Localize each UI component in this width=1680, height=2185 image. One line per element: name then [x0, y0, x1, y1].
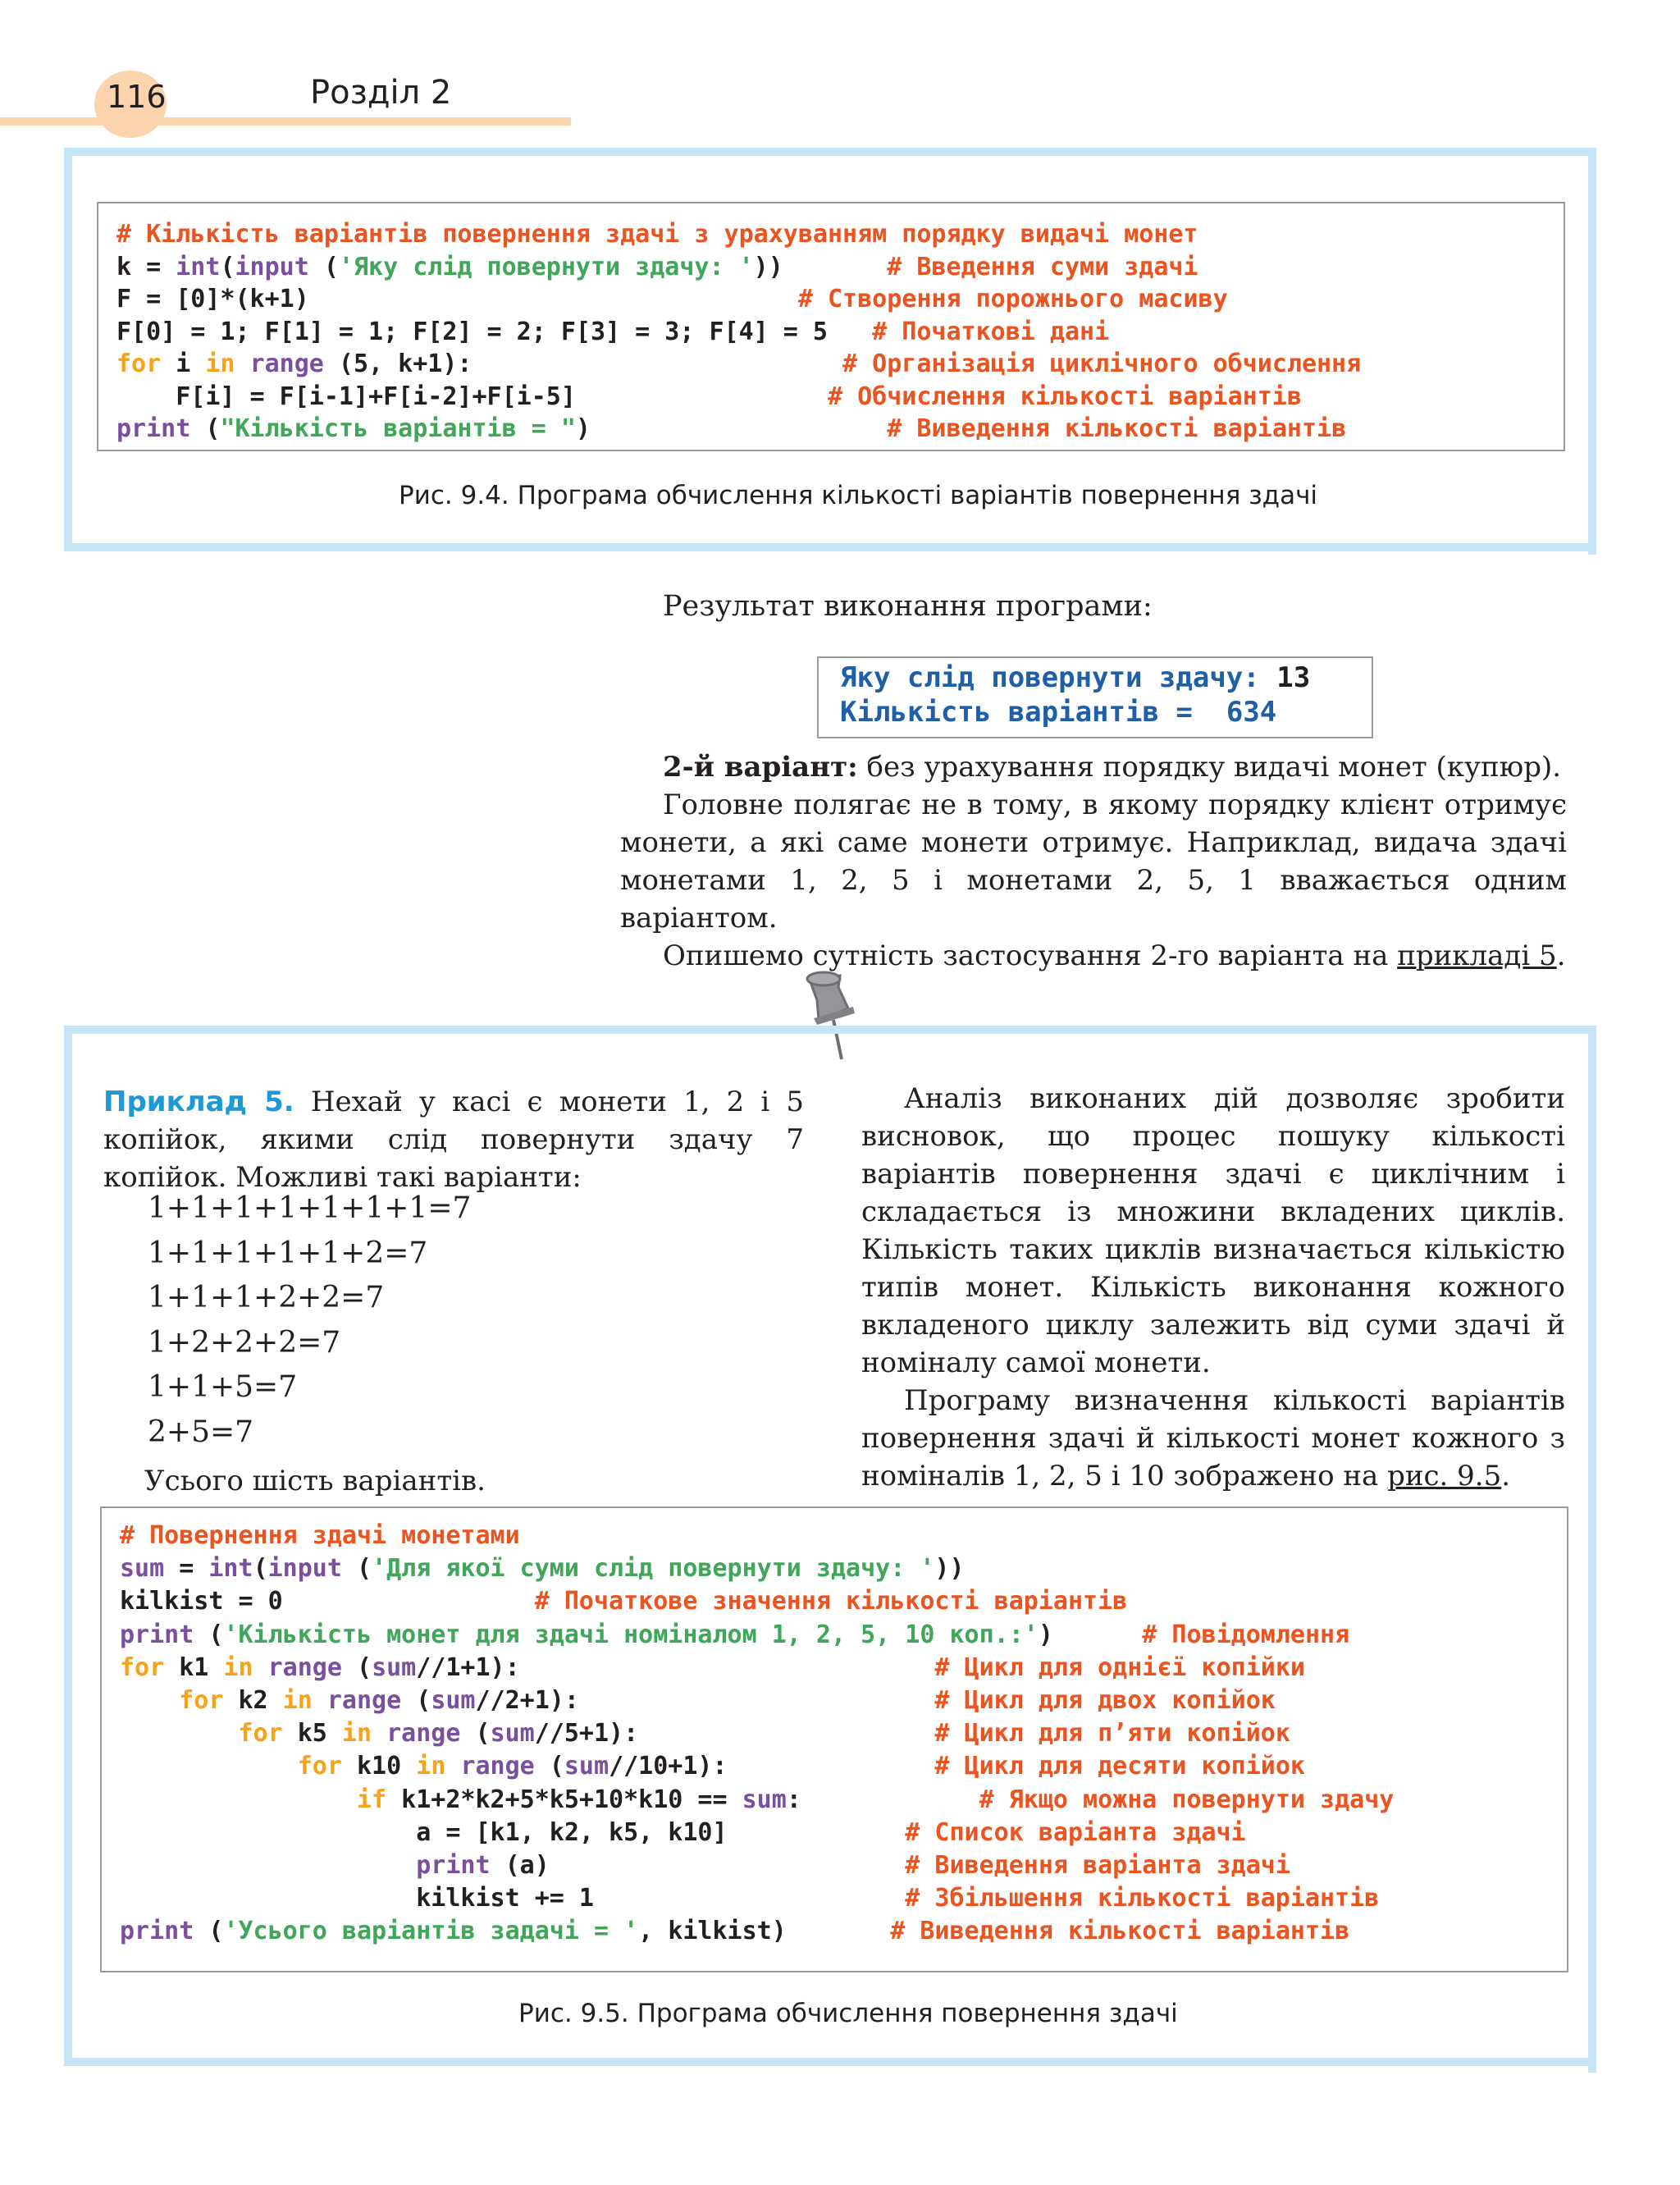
code-token: if	[356, 1785, 387, 1814]
equation: 1+1+5=7	[148, 1370, 298, 1404]
code-token: (	[401, 1686, 431, 1715]
code-token: 'Яку слід повернути здачу: '	[338, 252, 754, 281]
variant2-block	[620, 748, 1567, 975]
example5-frame-top	[64, 1026, 1596, 1034]
output-prompt: Яку слід повернути здачу:	[840, 661, 1260, 694]
code-token: # Обчислення кількості варіантів	[827, 382, 1302, 411]
analysis-block	[861, 1080, 1565, 1495]
example5-label: Приклад 5.	[103, 1086, 294, 1118]
code-token: k5	[282, 1719, 342, 1748]
result-intro: Результат виконання програми:	[663, 590, 1153, 623]
code-token: 'Для якої суми слід повернути здачу: '	[372, 1554, 935, 1584]
analysis-p1: Аналіз виконаних дій дозволяє зробити висновок, що процес пошуку кількості варіантів повернення здачі є циклічним і складається із множини вкладених циклів. Кількість таких циклів визначається кількістю типів монет. Кількість виконання кожного вкладеного циклу залежить від суми здачі й номіналу самої монети.	[861, 1082, 1565, 1379]
code-token: for	[297, 1752, 342, 1781]
code-token: sum	[490, 1719, 535, 1748]
code-line	[116, 381, 1302, 414]
variant2-p3: Опишемо сутність застосування 2-го варіанта на	[663, 939, 1398, 972]
code-token: # Виведення кількості варіантів	[890, 1917, 1350, 1946]
code-token: (	[190, 414, 221, 443]
code-token: //10+1):	[609, 1752, 935, 1781]
code-token: , kilkist)	[638, 1917, 891, 1946]
code-token: range	[267, 1652, 342, 1682]
code-token: (	[460, 1719, 491, 1748]
code-token	[120, 1686, 179, 1715]
analysis-p2: Програму визначення кількості варіантів повернення здачі й кількості монет кожного з номіналів 1, 2, 5 і 10 зображено на	[861, 1384, 1565, 1492]
code-token	[120, 1752, 298, 1780]
code-token: (	[253, 1554, 268, 1584]
fig95-caption: Рис. 9.5. Програма обчислення повернення здачі	[518, 1999, 1178, 2028]
code-token: input	[235, 252, 309, 281]
code-token: in	[223, 1652, 253, 1682]
code-token: print	[120, 1917, 194, 1946]
equation: 1+2+2+2=7	[148, 1325, 341, 1360]
code-line	[120, 1684, 1276, 1717]
code-token: sum	[564, 1752, 609, 1781]
fig94-code-box	[97, 202, 1565, 451]
code-line	[116, 316, 1109, 349]
code-token: F[i] = F[i-1]+F[i-2]+F[i-5]	[116, 382, 828, 411]
code-token: in	[341, 1719, 372, 1748]
equation: 2+5=7	[148, 1415, 254, 1449]
code-line	[120, 1520, 520, 1552]
section-title: Розділ 2	[310, 74, 452, 112]
code-token: (	[194, 1917, 224, 1946]
example5-frame-left	[64, 1026, 72, 2066]
code-token: # Початкове значення кількості варіантів	[534, 1587, 1128, 1616]
code-token: # Виведення кількості варіантів	[887, 414, 1347, 443]
example5-frame-right	[1588, 1026, 1596, 2073]
code-token: # Виведення варіанта здачі	[905, 1851, 1290, 1880]
code-token: # Цикл для однієї копійки	[934, 1652, 1305, 1682]
code-line	[120, 1750, 1305, 1783]
example5-link[interactable]: прикладі 5	[1397, 939, 1557, 972]
code-token: # Створення порожнього масиву	[797, 285, 1228, 313]
code-token	[120, 1719, 239, 1748]
code-token: range	[460, 1752, 535, 1781]
code-token: print	[120, 1620, 194, 1649]
fig95-link[interactable]: рис. 9.5	[1387, 1460, 1502, 1492]
code-token: for	[120, 1652, 165, 1682]
code-token: for	[179, 1686, 224, 1715]
code-token: # Список варіанта здачі	[905, 1817, 1246, 1847]
code-token	[372, 1719, 386, 1748]
code-line	[120, 1585, 1127, 1618]
code-line	[120, 1552, 965, 1585]
code-token: k2	[223, 1686, 283, 1715]
code-token: k10	[341, 1752, 417, 1781]
fig94-frame-left	[64, 148, 72, 550]
variant2-p3-end: .	[1556, 939, 1566, 972]
code-token: 'Усього варіантів задачі = '	[223, 1917, 639, 1946]
code-line	[120, 1882, 1379, 1915]
fig94-frame-bottom	[64, 543, 1596, 551]
fig94-frame-right	[1588, 148, 1596, 555]
code-token: (	[194, 1620, 224, 1649]
code-token: # Введення суми здачі	[887, 252, 1198, 281]
code-token	[313, 1686, 327, 1715]
code-line	[116, 283, 1228, 316]
code-token: print	[116, 414, 191, 443]
code-token: # Повідомлення	[1142, 1620, 1350, 1649]
code-token: (	[534, 1752, 564, 1781]
code-line	[120, 1784, 1394, 1817]
code-line	[116, 251, 1198, 284]
code-token: sum	[372, 1652, 417, 1682]
code-token: for	[116, 350, 162, 378]
code-token	[253, 1653, 268, 1682]
example5-frame-bottom	[64, 2058, 1596, 2066]
example5-text: Нехай у касі є монети 1, 2 і 5 копійок, якими слід повернути здачу 7 копійок. Можливі такі варіанти:	[103, 1086, 804, 1194]
code-token: :	[786, 1785, 979, 1814]
code-token: range	[249, 350, 324, 378]
code-token: sum	[120, 1554, 165, 1584]
code-token: range	[386, 1719, 461, 1748]
output-input-value: 13	[1276, 661, 1311, 694]
code-token: (	[341, 1554, 372, 1584]
variant2-p2: Головне полягає не в тому, в якому порядку клієнт отримує монети, а які саме монети отримує. Наприклад, видача здачі монетами 1, 2, 5 і монетами 2, 5, 1 вважається одним варіантом.	[620, 789, 1567, 935]
code-token: print	[416, 1851, 491, 1880]
code-line	[116, 348, 1361, 381]
code-token: (a)	[490, 1851, 906, 1880]
code-token: "Кількість варіантів = "	[220, 414, 576, 443]
code-token: a = [k1, k2, k5, k10]	[120, 1817, 906, 1847]
code-line	[116, 218, 1198, 251]
code-token: (	[308, 252, 339, 281]
program-output-box	[817, 656, 1373, 738]
code-token: 'Кількість монет для здачі номіналом 1, 2, 5, 10 коп.:'	[223, 1620, 1039, 1649]
code-token: (	[341, 1652, 372, 1682]
output-line-1	[840, 661, 1310, 694]
code-line	[120, 1717, 1290, 1750]
output-line-2	[840, 696, 1276, 729]
header-rule	[0, 117, 571, 126]
code-token: ))	[934, 1554, 965, 1584]
fig94-frame-top	[64, 148, 1596, 156]
code-token: int	[208, 1554, 253, 1584]
code-token: ))	[753, 252, 888, 281]
code-token: # Повернення здачі монетами	[120, 1521, 520, 1550]
code-token	[445, 1752, 460, 1780]
code-token: # Збільшення кількості варіантів	[905, 1884, 1380, 1913]
output-count-value: 634	[1226, 696, 1277, 729]
page-number: 116	[107, 79, 167, 115]
equation: 1+1+1+1+1+2=7	[148, 1236, 428, 1270]
code-token	[120, 1785, 357, 1814]
equation: 1+1+1+2+2=7	[148, 1281, 385, 1314]
code-token: # Початкові дані	[872, 317, 1110, 346]
code-token: )	[1038, 1620, 1143, 1649]
code-token: int	[176, 252, 221, 281]
code-token: //1+1):	[416, 1652, 935, 1682]
variant2-p1: без урахування порядку видачі монет (купюр).	[857, 751, 1562, 784]
code-line	[120, 1849, 1290, 1882]
code-line	[120, 1619, 1349, 1652]
code-token: # Організація циклічного обчислення	[842, 350, 1362, 378]
pushpin-icon	[794, 971, 868, 1061]
example5-intro	[103, 1083, 804, 1196]
code-token: in	[282, 1686, 313, 1715]
code-line	[120, 1652, 1305, 1684]
code-token: # Цикл для п’яти копійок	[934, 1719, 1290, 1748]
code-token: input	[267, 1554, 342, 1584]
code-token: in	[416, 1752, 446, 1781]
variant2-lead: 2-й варіант:	[663, 751, 858, 784]
fig94-caption: Рис. 9.4. Програма обчислення кількості варіантів повернення здачі	[399, 481, 1318, 510]
code-token: # Цикл для десяти копійок	[934, 1752, 1305, 1781]
code-token: (	[220, 252, 235, 281]
code-token: range	[326, 1686, 402, 1715]
code-token	[120, 1851, 416, 1880]
code-token	[235, 350, 250, 378]
fig95-code-box	[100, 1506, 1568, 1972]
analysis-p2-end: .	[1501, 1460, 1511, 1492]
code-token: in	[205, 350, 235, 378]
code-line	[120, 1915, 1349, 1948]
code-token: F = [0]*(k+1)	[116, 285, 798, 313]
code-token: //2+1):	[475, 1686, 935, 1715]
code-token: kilkist += 1	[120, 1884, 906, 1913]
code-line	[120, 1817, 1246, 1849]
code-token: =	[164, 1554, 209, 1584]
code-token: sum	[742, 1785, 787, 1814]
code-token: # Цикл для двох копійок	[934, 1686, 1276, 1715]
code-token: k1	[164, 1652, 224, 1682]
code-token: F[0] = 1; F[1] = 1; F[2] = 2; F[3] = 3; F[4] = 5	[116, 317, 873, 346]
code-token: kilkist = 0	[120, 1587, 535, 1616]
code-line	[116, 413, 1346, 446]
code-token: k1+2*k2+5*k5+10*k10 ==	[386, 1785, 742, 1814]
code-token: # Якщо можна повернути здачу	[979, 1785, 1395, 1814]
output-count-label: Кількість варіантів =	[840, 696, 1193, 729]
example5-total: Усього шість варіантів.	[144, 1465, 486, 1497]
code-token: # Кількість варіантів повернення здачі з урахуванням порядку видачі монет	[116, 220, 1198, 249]
code-token: sum	[431, 1686, 476, 1715]
code-token: k =	[116, 252, 176, 281]
code-token: for	[238, 1719, 283, 1748]
equation: 1+1+1+1+1+1+1=7	[148, 1191, 472, 1225]
code-token: i	[161, 350, 206, 378]
code-token: //5+1):	[534, 1719, 935, 1748]
code-token: )	[575, 414, 888, 443]
code-token: (5, k+1):	[323, 350, 843, 378]
